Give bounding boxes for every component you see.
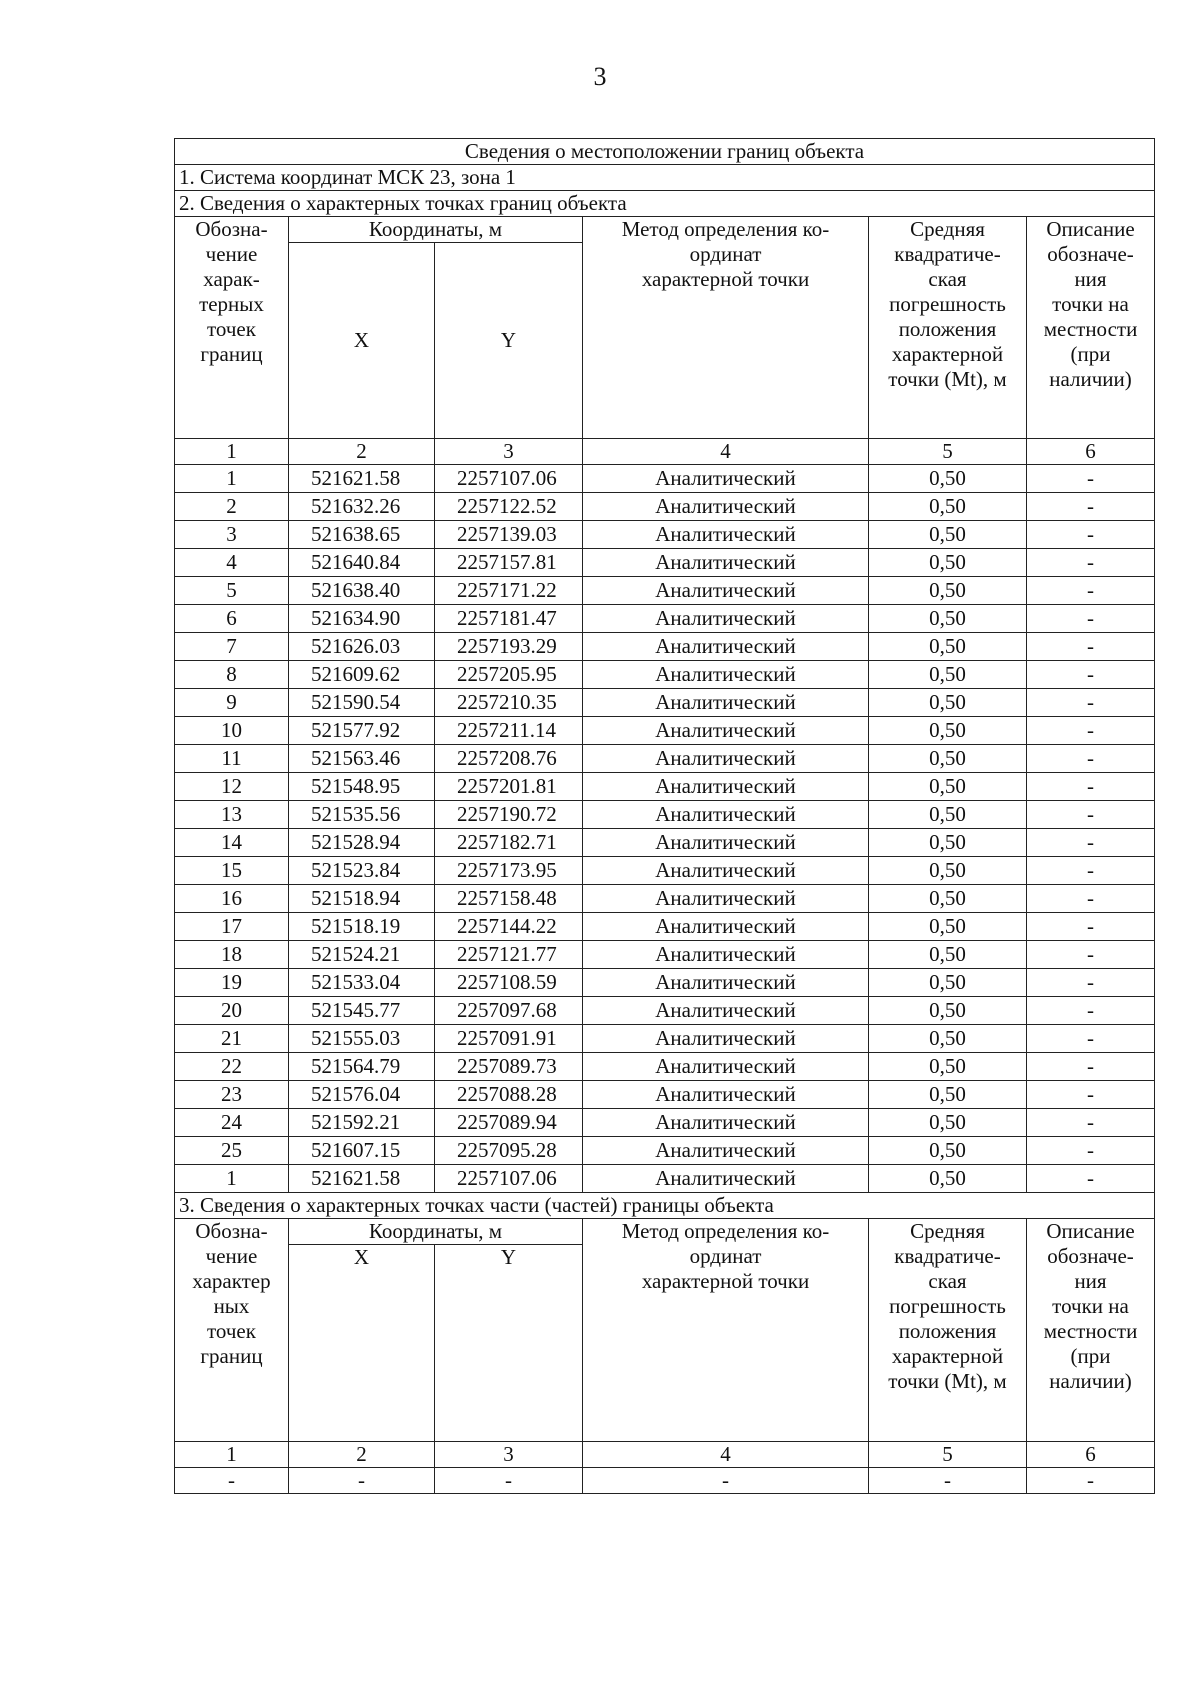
x-coordinate-cell: 521563.46 <box>289 745 435 773</box>
description-cell: - <box>1027 941 1155 969</box>
point-id-cell: 5 <box>175 577 289 605</box>
description-cell: - <box>1027 521 1155 549</box>
part-header-x: X <box>289 1245 435 1442</box>
part-cell: - <box>435 1468 583 1494</box>
y-coordinate-cell: 2257208.76 <box>435 745 583 773</box>
method-cell: Аналитический <box>583 1025 869 1053</box>
error-cell: 0,50 <box>869 1081 1027 1109</box>
point-id-cell: 19 <box>175 969 289 997</box>
point-id-cell: 1 <box>175 465 289 493</box>
part-header-method: Метод определения ко- ординат характерной точки <box>583 1219 869 1442</box>
method-cell: Аналитический <box>583 521 869 549</box>
column-number: 2 <box>289 439 435 465</box>
table-row <box>175 857 1155 885</box>
y-coordinate-cell: 2257139.03 <box>435 521 583 549</box>
y-coordinate-cell: 2257211.14 <box>435 717 583 745</box>
table-row <box>175 1081 1155 1109</box>
description-cell: - <box>1027 857 1155 885</box>
part-cell: - <box>1027 1468 1155 1494</box>
point-id-cell: 20 <box>175 997 289 1025</box>
y-coordinate-cell: 2257157.81 <box>435 549 583 577</box>
error-cell: 0,50 <box>869 941 1027 969</box>
point-id-cell: 13 <box>175 801 289 829</box>
table-row <box>175 885 1155 913</box>
method-cell: Аналитический <box>583 717 869 745</box>
error-cell: 0,50 <box>869 997 1027 1025</box>
table-row <box>175 493 1155 521</box>
description-cell: - <box>1027 1081 1155 1109</box>
error-cell: 0,50 <box>869 913 1027 941</box>
description-cell: - <box>1027 493 1155 521</box>
method-cell: Аналитический <box>583 745 869 773</box>
part-cell: - <box>869 1468 1027 1494</box>
x-coordinate-cell: 521632.26 <box>289 493 435 521</box>
description-cell: - <box>1027 801 1155 829</box>
method-cell: Аналитический <box>583 605 869 633</box>
point-id-cell: 3 <box>175 521 289 549</box>
error-cell: 0,50 <box>869 1109 1027 1137</box>
description-cell: - <box>1027 969 1155 997</box>
y-coordinate-cell: 2257089.73 <box>435 1053 583 1081</box>
method-cell: Аналитический <box>583 1081 869 1109</box>
table-row <box>175 633 1155 661</box>
y-coordinate-cell: 2257190.72 <box>435 801 583 829</box>
point-id-cell: 24 <box>175 1109 289 1137</box>
point-id-cell: 18 <box>175 941 289 969</box>
point-rows <box>175 465 1155 1193</box>
column-number-row <box>175 439 1155 465</box>
y-coordinate-cell: 2257107.06 <box>435 465 583 493</box>
table-row <box>175 913 1155 941</box>
description-cell: - <box>1027 745 1155 773</box>
header-coordinates: Координаты, м <box>289 217 583 243</box>
error-cell: 0,50 <box>869 1053 1027 1081</box>
column-number: 5 <box>869 1442 1027 1468</box>
y-coordinate-cell: 2257171.22 <box>435 577 583 605</box>
table-row <box>175 549 1155 577</box>
column-number: 6 <box>1027 1442 1155 1468</box>
description-cell: - <box>1027 913 1155 941</box>
description-cell: - <box>1027 717 1155 745</box>
method-cell: Аналитический <box>583 493 869 521</box>
x-coordinate-cell: 521634.90 <box>289 605 435 633</box>
part-column-number-row <box>175 1442 1155 1468</box>
column-number: 4 <box>583 1442 869 1468</box>
x-coordinate-cell: 521518.19 <box>289 913 435 941</box>
description-cell: - <box>1027 1109 1155 1137</box>
header-method: Метод определения ко- ординат характерной точки <box>583 217 869 439</box>
method-cell: Аналитический <box>583 829 869 857</box>
y-coordinate-cell: 2257121.77 <box>435 941 583 969</box>
y-coordinate-cell: 2257091.91 <box>435 1025 583 1053</box>
x-coordinate-cell: 521621.58 <box>289 465 435 493</box>
method-cell: Аналитический <box>583 997 869 1025</box>
method-cell: Аналитический <box>583 465 869 493</box>
description-cell: - <box>1027 549 1155 577</box>
method-cell: Аналитический <box>583 801 869 829</box>
part-header-designation: Обозна- чение характер ных точек границ <box>175 1219 289 1442</box>
x-coordinate-cell: 521545.77 <box>289 997 435 1025</box>
x-coordinate-cell: 521621.58 <box>289 1165 435 1193</box>
table-row <box>175 997 1155 1025</box>
section-2-title: 2. Сведения о характерных точках границ объекта <box>175 191 1155 217</box>
boundary-table <box>174 138 1155 1494</box>
point-id-cell: 7 <box>175 633 289 661</box>
description-cell: - <box>1027 1165 1155 1193</box>
method-cell: Аналитический <box>583 1053 869 1081</box>
error-cell: 0,50 <box>869 1137 1027 1165</box>
x-coordinate-cell: 521548.95 <box>289 773 435 801</box>
part-header-error: Средняя квадратиче- ская погрешность положения характерной точки (Mt), м <box>869 1219 1027 1442</box>
page-number: 3 <box>593 62 607 91</box>
column-number: 2 <box>289 1442 435 1468</box>
point-id-cell: 9 <box>175 689 289 717</box>
description-cell: - <box>1027 885 1155 913</box>
part-cell: - <box>175 1468 289 1494</box>
table-row <box>175 969 1155 997</box>
point-id-cell: 16 <box>175 885 289 913</box>
y-coordinate-cell: 2257193.29 <box>435 633 583 661</box>
column-number: 1 <box>175 1442 289 1468</box>
part-cell: - <box>583 1468 869 1494</box>
method-cell: Аналитический <box>583 913 869 941</box>
x-coordinate-cell: 521555.03 <box>289 1025 435 1053</box>
method-cell: Аналитический <box>583 1165 869 1193</box>
y-coordinate-cell: 2257122.52 <box>435 493 583 521</box>
error-cell: 0,50 <box>869 661 1027 689</box>
error-cell: 0,50 <box>869 885 1027 913</box>
x-coordinate-cell: 521577.92 <box>289 717 435 745</box>
part-cell: - <box>289 1468 435 1494</box>
y-coordinate-cell: 2257158.48 <box>435 885 583 913</box>
error-cell: 0,50 <box>869 969 1027 997</box>
method-cell: Аналитический <box>583 773 869 801</box>
y-coordinate-cell: 2257097.68 <box>435 997 583 1025</box>
header-y: Y <box>435 243 583 439</box>
point-id-cell: 17 <box>175 913 289 941</box>
error-cell: 0,50 <box>869 633 1027 661</box>
y-coordinate-cell: 2257107.06 <box>435 1165 583 1193</box>
point-id-cell: 6 <box>175 605 289 633</box>
part-header-description: Описание обозначе- ния точки на местности (при наличии) <box>1027 1219 1155 1442</box>
x-coordinate-cell: 521518.94 <box>289 885 435 913</box>
method-cell: Аналитический <box>583 577 869 605</box>
x-coordinate-cell: 521590.54 <box>289 689 435 717</box>
x-coordinate-cell: 521638.65 <box>289 521 435 549</box>
description-cell: - <box>1027 1137 1155 1165</box>
description-cell: - <box>1027 689 1155 717</box>
description-cell: - <box>1027 997 1155 1025</box>
error-cell: 0,50 <box>869 465 1027 493</box>
x-coordinate-cell: 521523.84 <box>289 857 435 885</box>
table-row <box>175 717 1155 745</box>
y-coordinate-cell: 2257181.47 <box>435 605 583 633</box>
y-coordinate-cell: 2257144.22 <box>435 913 583 941</box>
table-row <box>175 801 1155 829</box>
x-coordinate-cell: 521564.79 <box>289 1053 435 1081</box>
error-cell: 0,50 <box>869 829 1027 857</box>
description-cell: - <box>1027 605 1155 633</box>
table-row <box>175 605 1155 633</box>
y-coordinate-cell: 2257095.28 <box>435 1137 583 1165</box>
error-cell: 0,50 <box>869 493 1027 521</box>
method-cell: Аналитический <box>583 857 869 885</box>
x-coordinate-cell: 521607.15 <box>289 1137 435 1165</box>
column-number: 3 <box>435 439 583 465</box>
description-cell: - <box>1027 829 1155 857</box>
table-row <box>175 521 1155 549</box>
x-coordinate-cell: 521524.21 <box>289 941 435 969</box>
point-id-cell: 10 <box>175 717 289 745</box>
section-3-title: 3. Сведения о характерных точках части (частей) границы объекта <box>175 1193 1155 1219</box>
method-cell: Аналитический <box>583 969 869 997</box>
error-cell: 0,50 <box>869 717 1027 745</box>
table-row <box>175 577 1155 605</box>
table-row <box>175 1109 1155 1137</box>
table-row <box>175 689 1155 717</box>
point-id-cell: 14 <box>175 829 289 857</box>
description-cell: - <box>1027 633 1155 661</box>
y-coordinate-cell: 2257088.28 <box>435 1081 583 1109</box>
description-cell: - <box>1027 773 1155 801</box>
column-number: 1 <box>175 439 289 465</box>
method-cell: Аналитический <box>583 885 869 913</box>
method-cell: Аналитический <box>583 1137 869 1165</box>
part-header-coordinates: Координаты, м <box>289 1219 583 1245</box>
coordinate-system-line: 1. Система координат МСК 23, зона 1 <box>175 165 1155 191</box>
x-coordinate-cell: 521592.21 <box>289 1109 435 1137</box>
error-cell: 0,50 <box>869 521 1027 549</box>
point-id-cell: 4 <box>175 549 289 577</box>
table-row <box>175 941 1155 969</box>
error-cell: 0,50 <box>869 773 1027 801</box>
y-coordinate-cell: 2257108.59 <box>435 969 583 997</box>
y-coordinate-cell: 2257201.81 <box>435 773 583 801</box>
point-id-cell: 21 <box>175 1025 289 1053</box>
x-coordinate-cell: 521533.04 <box>289 969 435 997</box>
method-cell: Аналитический <box>583 1109 869 1137</box>
point-id-cell: 2 <box>175 493 289 521</box>
column-number: 6 <box>1027 439 1155 465</box>
x-coordinate-cell: 521535.56 <box>289 801 435 829</box>
description-cell: - <box>1027 465 1155 493</box>
method-cell: Аналитический <box>583 549 869 577</box>
x-coordinate-cell: 521638.40 <box>289 577 435 605</box>
error-cell: 0,50 <box>869 801 1027 829</box>
error-cell: 0,50 <box>869 549 1027 577</box>
method-cell: Аналитический <box>583 633 869 661</box>
column-number: 4 <box>583 439 869 465</box>
error-cell: 0,50 <box>869 745 1027 773</box>
x-coordinate-cell: 521640.84 <box>289 549 435 577</box>
point-id-cell: 15 <box>175 857 289 885</box>
point-id-cell: 25 <box>175 1137 289 1165</box>
table-row <box>175 1025 1155 1053</box>
y-coordinate-cell: 2257089.94 <box>435 1109 583 1137</box>
y-coordinate-cell: 2257210.35 <box>435 689 583 717</box>
error-cell: 0,50 <box>869 689 1027 717</box>
x-coordinate-cell: 521609.62 <box>289 661 435 689</box>
header-description: Описание обозначе- ния точки на местности (при наличии) <box>1027 217 1155 439</box>
y-coordinate-cell: 2257205.95 <box>435 661 583 689</box>
y-coordinate-cell: 2257173.95 <box>435 857 583 885</box>
point-id-cell: 23 <box>175 1081 289 1109</box>
table-row <box>175 829 1155 857</box>
y-coordinate-cell: 2257182.71 <box>435 829 583 857</box>
table-row <box>175 1053 1155 1081</box>
error-cell: 0,50 <box>869 1165 1027 1193</box>
table-title: Сведения о местоположении границ объекта <box>175 139 1155 165</box>
header-x: X <box>289 243 435 439</box>
part-header-y: Y <box>435 1245 583 1442</box>
error-cell: 0,50 <box>869 605 1027 633</box>
table-row <box>175 465 1155 493</box>
part-empty-row <box>175 1468 1155 1494</box>
description-cell: - <box>1027 1053 1155 1081</box>
error-cell: 0,50 <box>869 577 1027 605</box>
description-cell: - <box>1027 661 1155 689</box>
description-cell: - <box>1027 577 1155 605</box>
method-cell: Аналитический <box>583 661 869 689</box>
boundary-document <box>174 138 1154 1494</box>
column-number: 3 <box>435 1442 583 1468</box>
error-cell: 0,50 <box>869 1025 1027 1053</box>
table-row <box>175 1137 1155 1165</box>
point-id-cell: 11 <box>175 745 289 773</box>
table-row <box>175 773 1155 801</box>
x-coordinate-cell: 521576.04 <box>289 1081 435 1109</box>
point-id-cell: 12 <box>175 773 289 801</box>
description-cell: - <box>1027 1025 1155 1053</box>
table-row <box>175 661 1155 689</box>
header-error: Средняя квадратиче- ская погрешность положения характерной точки (Mt), м <box>869 217 1027 439</box>
method-cell: Аналитический <box>583 689 869 717</box>
point-id-cell: 22 <box>175 1053 289 1081</box>
table-row <box>175 745 1155 773</box>
x-coordinate-cell: 521528.94 <box>289 829 435 857</box>
method-cell: Аналитический <box>583 941 869 969</box>
table-row <box>175 1165 1155 1193</box>
column-number: 5 <box>869 439 1027 465</box>
header-designation: Обозна- чение харак- терных точек границ <box>175 217 289 439</box>
x-coordinate-cell: 521626.03 <box>289 633 435 661</box>
point-id-cell: 8 <box>175 661 289 689</box>
error-cell: 0,50 <box>869 857 1027 885</box>
point-id-cell: 1 <box>175 1165 289 1193</box>
